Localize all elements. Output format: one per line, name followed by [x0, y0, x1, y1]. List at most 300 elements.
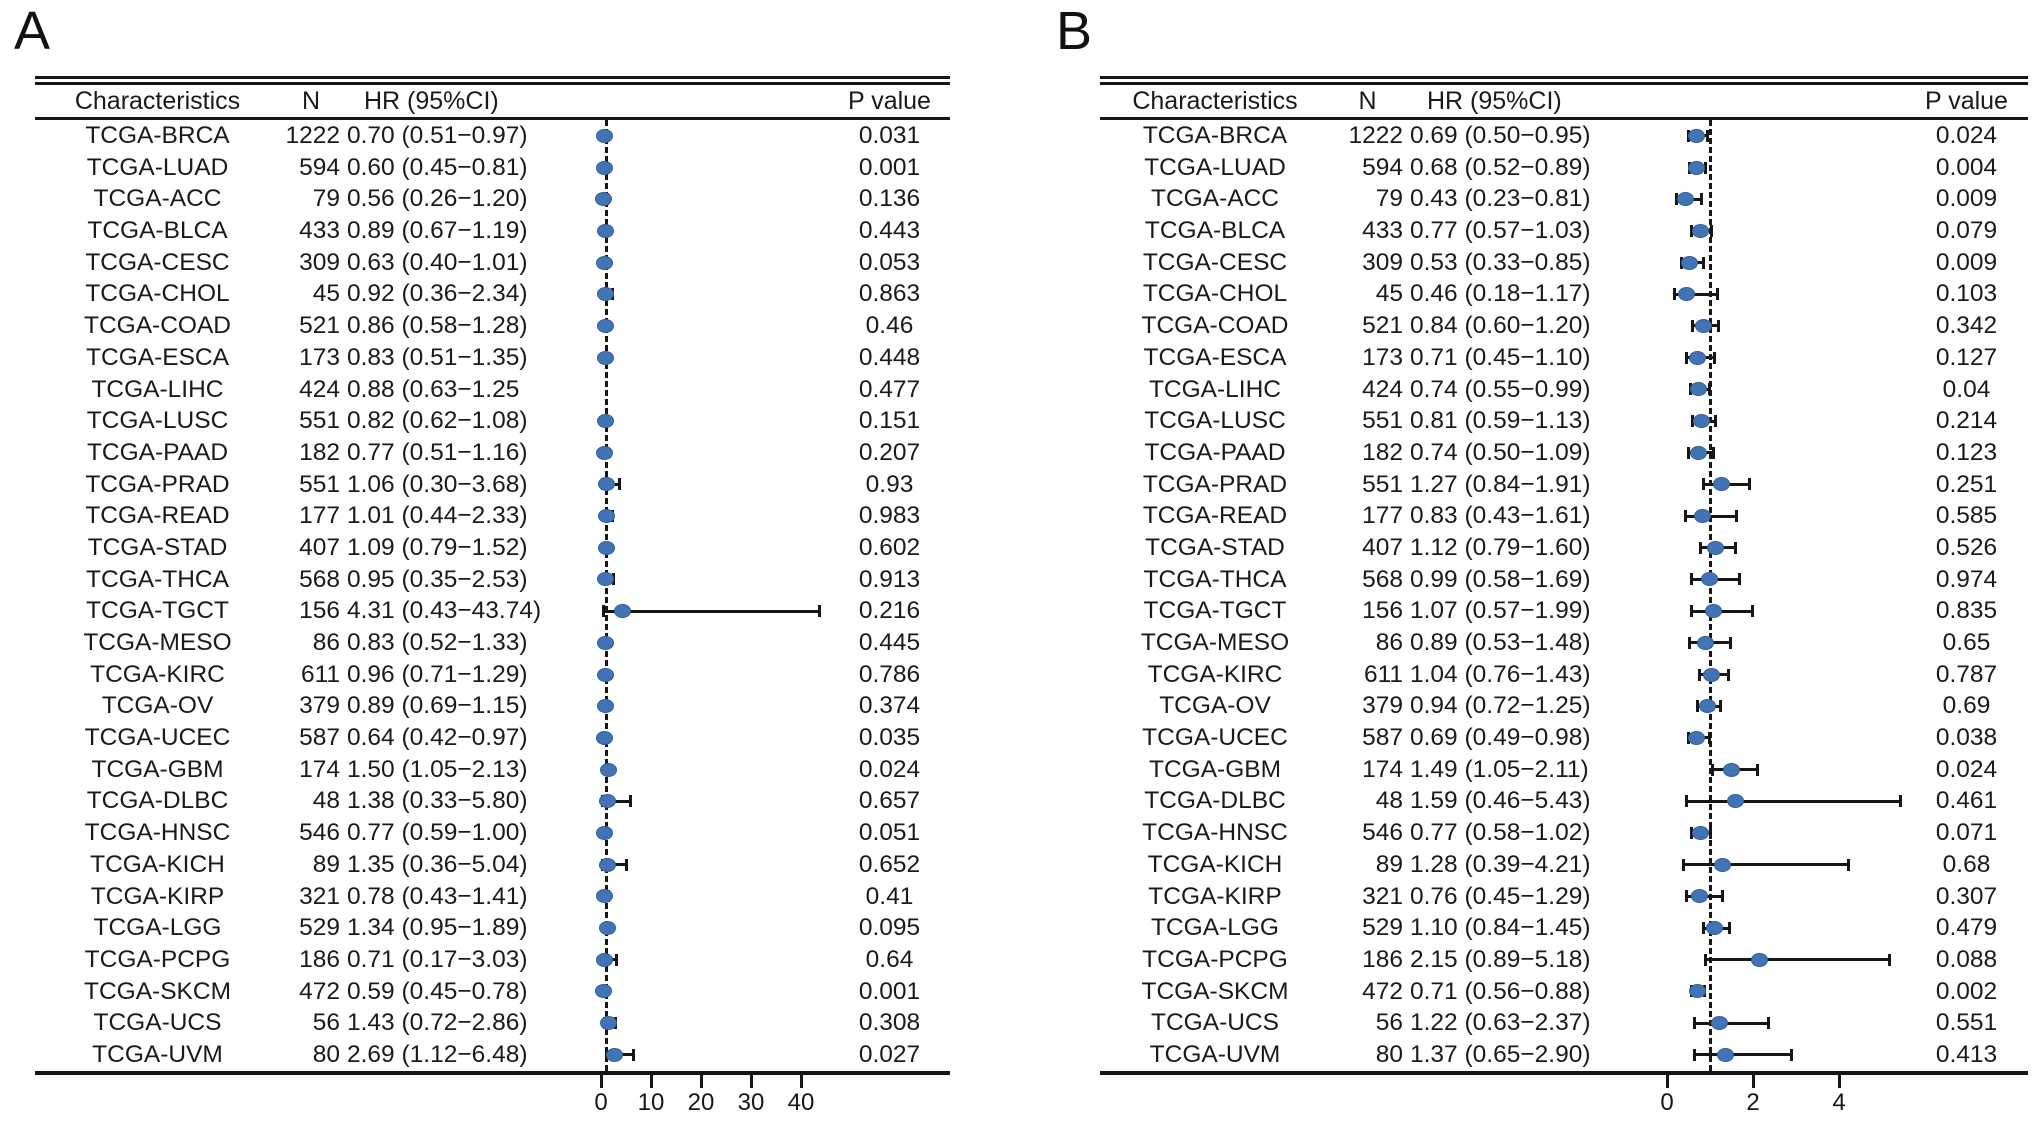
table-row [1100, 532, 2028, 564]
cancer-type-label: TCGA-SKCM [1141, 977, 1289, 1005]
p-value: 0.123 [1935, 438, 1998, 466]
ci-cap-right [1713, 352, 1716, 364]
forest-plot-cell [1615, 278, 1905, 310]
p-value: 0.585 [1935, 502, 1998, 530]
hr-ci-text: 1.28 (0.39−4.21) [1410, 850, 1591, 878]
table-row [35, 881, 950, 913]
sample-size-value: 89 [1375, 850, 1403, 878]
hr-ci-text: 1.07 (0.57−1.99) [1410, 597, 1591, 625]
table-row [35, 912, 950, 944]
hr-ci-text: 0.96 (0.71−1.29) [347, 660, 528, 688]
forest-plot-cell [1615, 374, 1905, 406]
hr-ci-text: 0.92 (0.36−2.34) [347, 280, 528, 308]
sample-size-value: 568 [1362, 565, 1403, 593]
p-value: 0.374 [858, 692, 921, 720]
forest-plot-cell [1615, 595, 1905, 627]
hr-point [1699, 699, 1716, 713]
p-value: 0.786 [858, 660, 921, 688]
forest-plot-cell [554, 722, 829, 754]
sample-size-value: 79 [1375, 185, 1403, 213]
hr-ci-text: 0.46 (0.18−1.17) [1410, 280, 1591, 308]
table-top-border [35, 76, 950, 85]
hr-ci-text: 0.56 (0.26−1.20) [347, 185, 528, 213]
table-row [35, 437, 950, 469]
cancer-type-label: TCGA-KIRC [90, 660, 225, 688]
sample-size-value: 86 [312, 629, 340, 656]
hr-point [1688, 161, 1705, 175]
table-row [35, 532, 950, 564]
cancer-type-label: TCGA-ACC [1151, 185, 1279, 213]
ci-cap-right [1729, 637, 1732, 649]
forest-plot-cell [1615, 469, 1905, 501]
cancer-type-label: TCGA-CESC [1142, 248, 1288, 276]
hr-ci-text: 0.74 (0.50−1.09) [1410, 438, 1591, 466]
p-value: 0.214 [1935, 407, 1998, 435]
sample-size-value: 594 [299, 153, 340, 181]
hr-ci-text: 0.69 (0.50−0.95) [1410, 122, 1591, 149]
axis-tick-label: 40 [787, 1088, 815, 1116]
hr-point [1692, 224, 1709, 238]
ci-cap-left [1673, 288, 1676, 300]
sample-size-value: 79 [312, 185, 340, 213]
forest-plot-cell [554, 437, 829, 469]
cancer-type-label: TCGA-UCS [1151, 1009, 1279, 1037]
hr-ci-text: 0.88 (0.63−1.25 [347, 375, 520, 403]
forest-plot-cell [554, 849, 829, 881]
p-value: 0.913 [858, 565, 921, 593]
header-characteristics: Characteristics [74, 86, 241, 115]
hr-ci-text: 1.43 (0.72−2.86) [347, 1009, 528, 1037]
p-value: 0.65 [1942, 629, 1991, 656]
table-row [35, 342, 950, 374]
p-value: 0.001 [858, 153, 921, 181]
forest-plot-cell [1615, 1007, 1905, 1039]
p-value: 0.071 [1935, 819, 1998, 847]
ci-cap-right [1700, 193, 1703, 205]
hr-ci-text: 1.06 (0.30−3.68) [347, 470, 528, 498]
table-row [1100, 183, 2028, 215]
hr-point [1723, 763, 1740, 777]
p-value: 0.04 [1942, 375, 1991, 403]
p-value: 0.308 [858, 1009, 921, 1037]
sample-size-value: 309 [299, 248, 340, 276]
panel-a-label: A [14, 1, 51, 61]
cancer-type-label: TCGA-PRAD [85, 470, 230, 498]
x-axis [1100, 1075, 2028, 1123]
hr-point [597, 636, 614, 650]
table-row [1100, 595, 2028, 627]
table-row [35, 405, 950, 437]
sample-size-value: 45 [312, 280, 340, 308]
axis-tick-label: 4 [1832, 1088, 1846, 1116]
ci-cap-right [1721, 890, 1724, 902]
p-value: 0.002 [1935, 977, 1998, 1005]
hr-point [1677, 192, 1694, 206]
sample-size-value: 529 [299, 914, 340, 942]
ci-whisker [1692, 610, 1753, 613]
hr-ci-text: 1.50 (1.05−2.13) [347, 755, 528, 783]
hr-ci-text: 0.82 (0.62−1.08) [347, 407, 528, 435]
hr-ci-text: 1.12 (0.79−1.60) [1410, 533, 1591, 561]
ci-cap-right [632, 1049, 635, 1061]
sample-size-value: 173 [1362, 343, 1403, 371]
p-value: 0.009 [1935, 248, 1998, 276]
table-rows [35, 120, 950, 1071]
hr-ci-text: 4.31 (0.43−43.74) [347, 597, 542, 625]
cancer-type-label: TCGA-LIHC [1148, 375, 1282, 403]
hr-point [597, 699, 614, 713]
axis-tick-label: 0 [1660, 1088, 1674, 1116]
table-row [35, 595, 950, 627]
forest-plot-cell [1615, 247, 1905, 279]
table-row [35, 944, 950, 976]
hr-ci-text: 0.53 (0.33−0.85) [1410, 248, 1591, 276]
table-row [1100, 944, 2028, 976]
ci-whisker [1705, 958, 1889, 961]
sample-size-value: 529 [1362, 914, 1403, 942]
cancer-type-label: TCGA-MESO [1140, 629, 1290, 656]
ci-cap-right [1714, 415, 1717, 427]
forest-plot-cell [1615, 215, 1905, 247]
cancer-type-label: TCGA-PAAD [86, 438, 229, 466]
hr-ci-text: 0.89 (0.69−1.15) [347, 692, 528, 720]
p-value: 0.983 [858, 502, 921, 530]
cancer-type-label: TCGA-TGCT [86, 597, 229, 625]
forest-plot-cell [1615, 437, 1905, 469]
hr-point [599, 858, 616, 872]
forest-plot-cell [1615, 627, 1905, 659]
cancer-type-label: TCGA-DLBC [1144, 787, 1286, 815]
table-row [1100, 785, 2028, 817]
ci-whisker [603, 610, 820, 613]
forest-plot-cell [554, 310, 829, 342]
table-row [35, 659, 950, 691]
p-value: 0.652 [858, 850, 921, 878]
ci-cap-right [625, 859, 628, 871]
cancer-type-label: TCGA-HNSC [84, 819, 231, 847]
p-value: 0.024 [1935, 122, 1998, 149]
ci-cap-right [1847, 859, 1850, 871]
cancer-type-label: TCGA-KIRP [90, 882, 225, 910]
sample-size-value: 551 [299, 470, 340, 498]
sample-size-value: 86 [1375, 629, 1403, 656]
hr-point [600, 763, 617, 777]
cancer-type-label: TCGA-MESO [83, 629, 232, 656]
x-axis [35, 1075, 950, 1123]
hr-point [1706, 921, 1723, 935]
ci-cap-left [1685, 795, 1688, 807]
p-value: 0.93 [865, 470, 914, 498]
sample-size-value: 1222 [285, 122, 340, 149]
hr-ci-text: 0.70 (0.51−0.97) [347, 122, 528, 149]
p-value: 0.024 [858, 755, 921, 783]
axis-tick [750, 1075, 753, 1088]
cancer-type-label: TCGA-KICH [90, 850, 225, 878]
hr-ci-text: 2.69 (1.12−6.48) [347, 1040, 528, 1068]
ci-cap-right [1756, 764, 1759, 776]
table-row [35, 469, 950, 501]
cancer-type-label: TCGA-LUSC [86, 407, 229, 435]
hr-point [1727, 794, 1744, 808]
forest-plot-cell [554, 500, 829, 532]
hr-point [1751, 953, 1768, 967]
hr-point [596, 129, 613, 143]
ci-cap-left [1691, 320, 1694, 332]
cancer-type-label: TCGA-READ [85, 502, 230, 530]
table-row [35, 247, 950, 279]
table-row [1100, 405, 2028, 437]
cancer-type-label: TCGA-LIHC [91, 375, 224, 403]
ci-cap-left [1693, 1017, 1696, 1029]
cancer-type-label: TCGA-SKCM [84, 977, 231, 1005]
sample-size-value: 177 [1362, 502, 1403, 530]
axis-tick-label: 0 [594, 1088, 608, 1116]
cancer-type-label: TCGA-LUSC [1144, 407, 1286, 435]
axis-tick-label: 2 [1746, 1088, 1760, 1116]
hr-ci-text: 1.34 (0.95−1.89) [347, 914, 528, 942]
hr-ci-text: 0.94 (0.72−1.25) [1410, 692, 1591, 720]
hr-point [596, 826, 613, 840]
forest-plot-cell [554, 785, 829, 817]
hr-point [1688, 129, 1705, 143]
hr-point [596, 889, 613, 903]
cancer-type-label: TCGA-PCPG [84, 945, 231, 973]
p-value: 0.68 [1942, 850, 1991, 878]
p-value: 0.103 [1935, 280, 1998, 308]
sample-size-value: 521 [1362, 312, 1403, 340]
p-value: 0.461 [1935, 787, 1998, 815]
forest-plot-cell [1615, 564, 1905, 596]
forest-plot-cell [554, 690, 829, 722]
forest-plot-cell [554, 215, 829, 247]
table-row [35, 374, 950, 406]
cancer-type-label: TCGA-OV [1159, 692, 1271, 720]
p-value: 0.445 [858, 629, 921, 656]
table-row [1100, 754, 2028, 786]
hr-point [598, 509, 615, 523]
table-row [35, 1007, 950, 1039]
hr-point [597, 351, 614, 365]
sample-size-value: 182 [1362, 438, 1403, 466]
sample-size-value: 379 [299, 692, 340, 720]
hr-ci-text: 0.43 (0.23−0.81) [1410, 185, 1591, 213]
p-value: 0.004 [1935, 153, 1998, 181]
hr-ci-text: 1.37 (0.65−2.90) [1410, 1040, 1591, 1068]
cancer-type-label: TCGA-ESCA [86, 343, 229, 371]
cancer-type-label: TCGA-UVM [92, 1040, 223, 1068]
ci-cap-left [1698, 669, 1701, 681]
p-value: 0.974 [1935, 565, 1998, 593]
p-value: 0.009 [1935, 185, 1998, 213]
hr-point [1692, 826, 1709, 840]
p-value: 0.035 [858, 724, 921, 752]
hr-point [597, 224, 614, 238]
cancer-type-label: TCGA-UCS [93, 1009, 222, 1037]
table-row [1100, 152, 2028, 184]
hr-point [1678, 287, 1695, 301]
table-row [35, 152, 950, 184]
cancer-type-label: TCGA-PAAD [1144, 438, 1286, 466]
p-value: 0.088 [1935, 945, 1998, 973]
table-row [1100, 247, 2028, 279]
sample-size-value: 424 [1362, 375, 1403, 403]
p-value: 0.151 [858, 407, 921, 435]
forest-plot-cell [1615, 976, 1905, 1008]
hr-point [598, 477, 615, 491]
sample-size-value: 173 [299, 343, 340, 371]
table-rows [1100, 120, 2028, 1071]
table-row [1100, 912, 2028, 944]
cancer-type-label: TCGA-KICH [1147, 850, 1283, 878]
header-n: N [301, 86, 321, 115]
hr-point [596, 161, 613, 175]
forest-plot-cell [554, 532, 829, 564]
ci-cap-right [1728, 922, 1731, 934]
sample-size-value: 611 [300, 660, 340, 688]
forest-plot-cell [554, 944, 829, 976]
p-value: 0.027 [858, 1040, 921, 1068]
forest-plot-cell [554, 120, 829, 152]
hr-ci-text: 0.77 (0.59−1.00) [347, 819, 528, 847]
hr-ci-text: 1.35 (0.36−5.04) [347, 850, 528, 878]
cancer-type-label: TCGA-UCEC [84, 724, 231, 752]
cancer-type-label: TCGA-STAD [1145, 533, 1285, 561]
sample-size-value: 521 [299, 312, 340, 340]
sample-size-value: 407 [1362, 533, 1403, 561]
p-value: 0.216 [858, 597, 921, 625]
ci-cap-right [1727, 669, 1730, 681]
p-value: 0.835 [1935, 597, 1998, 625]
p-value: 0.051 [858, 819, 921, 847]
hr-ci-text: 0.74 (0.55−0.99) [1410, 375, 1591, 403]
forest-plot-cell [1615, 310, 1905, 342]
p-value: 0.413 [1935, 1040, 1998, 1068]
header-p-value: P value [1925, 86, 2008, 115]
cancer-type-label: TCGA-THCA [86, 565, 229, 593]
table-row [1100, 374, 2028, 406]
sample-size-value: 424 [299, 375, 340, 403]
forest-plot-cell [1615, 1039, 1905, 1071]
hr-ci-text: 1.01 (0.44−2.33) [347, 502, 528, 530]
sample-size-value: 546 [299, 819, 340, 847]
hr-ci-text: 0.76 (0.45−1.29) [1410, 882, 1591, 910]
table-row [35, 722, 950, 754]
cancer-type-label: TCGA-ESCA [1143, 343, 1287, 371]
sample-size-value: 407 [299, 533, 340, 561]
hr-point [1717, 1048, 1734, 1062]
sample-size-value: 156 [299, 597, 340, 625]
sample-size-value: 321 [1362, 882, 1403, 910]
p-value: 0.053 [858, 248, 921, 276]
hr-ci-text: 0.78 (0.43−1.41) [347, 882, 528, 910]
hr-point [1691, 889, 1708, 903]
table-header-row [35, 85, 950, 120]
table-row [1100, 659, 2028, 691]
hr-point [1688, 731, 1705, 745]
sample-size-value: 472 [1362, 977, 1403, 1005]
cancer-type-label: TCGA-KIRP [1148, 882, 1282, 910]
cancer-type-label: TCGA-PRAD [1142, 470, 1288, 498]
table-row [35, 183, 950, 215]
hr-point [1695, 319, 1712, 333]
cancer-type-label: TCGA-BRCA [85, 122, 230, 149]
hr-point [595, 192, 612, 206]
panel-b-table [1100, 76, 2028, 1123]
hr-point [596, 953, 613, 967]
forest-plot-cell [1615, 754, 1905, 786]
ci-cap-left [1684, 510, 1687, 522]
forest-plot-cell [554, 976, 829, 1008]
table-header-row [1100, 85, 2028, 120]
ci-whisker [1694, 1022, 1769, 1025]
hr-point [1690, 382, 1707, 396]
forest-plot-cell [554, 278, 829, 310]
cancer-type-label: TCGA-COAD [84, 312, 231, 340]
p-value: 0.69 [1942, 692, 1991, 720]
table-row [35, 500, 950, 532]
header-characteristics: Characteristics [1132, 86, 1298, 115]
ci-cap-right [1748, 478, 1751, 490]
p-value: 0.551 [1935, 1009, 1998, 1037]
hr-point [600, 1016, 617, 1030]
forest-plot-cell [1615, 532, 1905, 564]
ci-cap-right [1719, 700, 1722, 712]
p-value: 0.64 [865, 945, 914, 973]
cancer-type-label: TCGA-COAD [1141, 312, 1289, 340]
cancer-type-label: TCGA-OV [101, 692, 214, 720]
table-row [35, 1039, 950, 1071]
hr-ci-text: 1.09 (0.79−1.52) [347, 533, 528, 561]
forest-plot-cell [554, 754, 829, 786]
p-value: 0.443 [858, 217, 921, 245]
ci-cap-left [1693, 1049, 1696, 1061]
table-row [35, 754, 950, 786]
hr-point [1707, 541, 1724, 555]
hr-ci-text: 0.71 (0.45−1.10) [1410, 343, 1591, 371]
forest-plot-cell [1615, 183, 1905, 215]
forest-plot-cell [554, 564, 829, 596]
sample-size-value: 433 [1362, 217, 1403, 245]
sample-size-value: 1222 [1348, 122, 1403, 149]
sample-size-value: 551 [299, 407, 340, 435]
forest-plot-cell [1615, 690, 1905, 722]
table-row [1100, 215, 2028, 247]
p-value: 0.079 [1935, 217, 1998, 245]
table-row [1100, 881, 2028, 913]
table-row [35, 120, 950, 152]
panel-b-label: B [1056, 1, 1093, 61]
sample-size-value: 551 [1362, 407, 1403, 435]
cancer-type-label: TCGA-HNSC [1142, 819, 1288, 847]
p-value: 0.251 [1935, 470, 1998, 498]
p-value: 0.024 [1935, 755, 1998, 783]
cancer-type-label: TCGA-DLBC [86, 787, 229, 815]
sample-size-value: 48 [1375, 787, 1403, 815]
hr-ci-text: 0.71 (0.56−0.88) [1410, 977, 1591, 1005]
ci-cap-right [618, 478, 621, 490]
sample-size-value: 546 [1362, 819, 1403, 847]
ci-cap-left [1690, 605, 1693, 617]
table-top-border [1100, 76, 2028, 85]
sample-size-value: 186 [1362, 945, 1403, 973]
ci-cap-right [1717, 320, 1720, 332]
ci-cap-right [1899, 795, 1902, 807]
hr-ci-text: 1.38 (0.33−5.80) [347, 787, 528, 815]
forest-plot-cell [554, 627, 829, 659]
sample-size-value: 56 [1375, 1009, 1403, 1037]
table-row [35, 278, 950, 310]
axis-tick [1752, 1075, 1755, 1088]
